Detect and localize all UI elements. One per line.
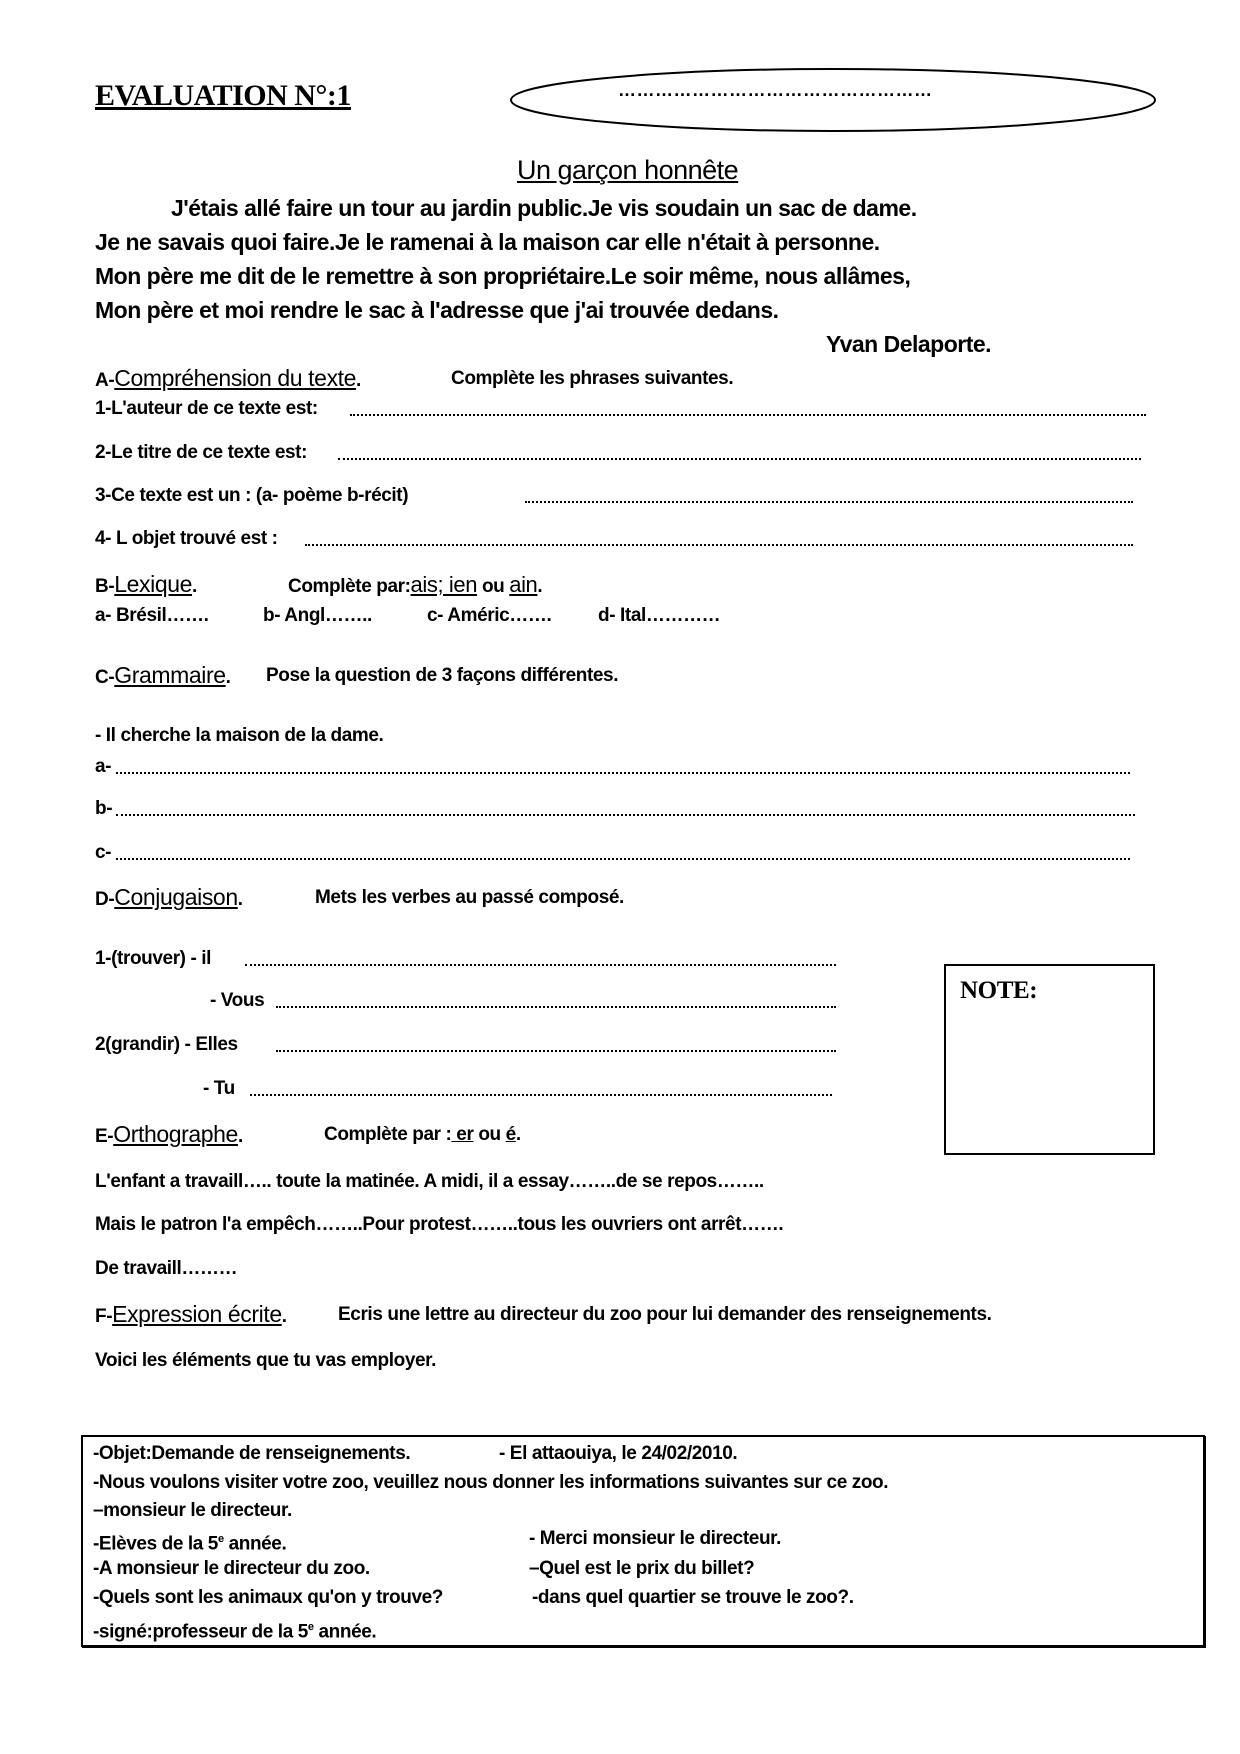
question: 2-Le titre de ce texte est: bbox=[95, 442, 308, 463]
dot: . bbox=[237, 1126, 243, 1147]
section-title: Grammaire bbox=[114, 662, 226, 688]
section-letter: C- bbox=[95, 667, 115, 688]
section-title: Conjugaison bbox=[114, 884, 238, 910]
text: -Elèves de la 5 bbox=[93, 1533, 218, 1555]
section-title: Expression écrite bbox=[112, 1301, 282, 1327]
section-f-sub: Voici les éléments que tu vas employer. bbox=[95, 1350, 436, 1371]
text-author: Yvan Delaporte. bbox=[826, 331, 992, 357]
or: ou bbox=[477, 576, 510, 597]
section-c-instr: Pose la question de 3 façons différentes. bbox=[266, 665, 619, 686]
text: -signé:professeur de la 5 bbox=[93, 1621, 308, 1643]
section-e-instr bbox=[324, 1123, 521, 1147]
section-e-heading bbox=[95, 1122, 243, 1149]
option: ais; ien bbox=[410, 572, 478, 597]
conj-label: 1-(trouver) - il bbox=[95, 948, 212, 969]
answer-line[interactable] bbox=[276, 1050, 836, 1052]
lexique-item: c- Améric……. bbox=[427, 605, 552, 626]
section-f-instr: Ecris une lettre au directeur du zoo pour lui demander des renseignements. bbox=[338, 1304, 992, 1325]
answer-line[interactable] bbox=[305, 544, 1133, 546]
box-line: - Merci monsieur le directeur. bbox=[529, 1528, 781, 1549]
conj-label: - Tu bbox=[203, 1078, 235, 1099]
option: er bbox=[451, 1124, 474, 1145]
ortho-line: Mais le patron l'a empêch……..Pour protest……..tous les ouvriers ont arrêt……. bbox=[95, 1214, 784, 1235]
text-line: Mon père me dit de le remettre à son propriétaire.Le soir même, nous allâmes, bbox=[95, 263, 911, 289]
section-letter: D- bbox=[95, 889, 115, 910]
note-label: NOTE: bbox=[960, 977, 1038, 1004]
box-line bbox=[93, 1527, 286, 1556]
section-b-instr bbox=[288, 573, 542, 599]
dot: . bbox=[537, 576, 543, 597]
text: année. bbox=[223, 1533, 287, 1555]
or: ou bbox=[473, 1124, 506, 1145]
conj-label: 2(grandir) - Elles bbox=[95, 1034, 238, 1055]
question: 1-L'auteur de ce texte est: bbox=[95, 398, 318, 419]
box-line: -dans quel quartier se trouve le zoo?. bbox=[532, 1587, 854, 1608]
evaluation-title: EVALUATION N°:1 bbox=[95, 79, 351, 112]
question: 4- L objet trouvé est : bbox=[95, 528, 278, 549]
text-line: Mon père et moi rendre le sac à l'adresse que j'ai trouvée dedans. bbox=[95, 297, 779, 323]
dot: . bbox=[281, 1306, 287, 1327]
dot: . bbox=[515, 1124, 521, 1145]
grammar-sentence: - Il cherche la maison de la dame. bbox=[95, 725, 384, 746]
section-a-heading bbox=[95, 366, 361, 393]
answer-label: a- bbox=[95, 756, 112, 777]
section-d-heading bbox=[95, 885, 243, 912]
conj-label: - Vous bbox=[210, 990, 265, 1011]
section-c-heading bbox=[95, 663, 231, 690]
answer-line[interactable] bbox=[116, 858, 1130, 860]
section-letter: E- bbox=[95, 1126, 114, 1147]
section-title: Compréhension du texte bbox=[114, 365, 357, 391]
answer-line[interactable] bbox=[525, 501, 1133, 503]
section-letter: F- bbox=[95, 1306, 113, 1327]
section-d-instr: Mets les verbes au passé composé. bbox=[315, 887, 624, 908]
answer-line[interactable] bbox=[245, 964, 836, 966]
answer-label: c- bbox=[95, 842, 112, 863]
answer-line[interactable] bbox=[116, 814, 1135, 816]
section-title: Orthographe bbox=[113, 1121, 238, 1147]
lexique-item: a- Brésil……. bbox=[95, 605, 209, 626]
lexique-item: d- Ital………… bbox=[598, 605, 721, 626]
question: 3-Ce texte est un : (a- poème b-récit) bbox=[95, 485, 409, 506]
answer-line[interactable] bbox=[276, 1006, 836, 1008]
box-line: –monsieur le directeur. bbox=[93, 1500, 292, 1521]
box-line: -Nous voulons visiter votre zoo, veuillez nous donner les informations suivantes sur ce zoo. bbox=[93, 1472, 889, 1493]
option: é bbox=[505, 1124, 516, 1145]
answer-line[interactable] bbox=[250, 1094, 832, 1096]
section-title: Lexique bbox=[114, 571, 193, 597]
dot: . bbox=[356, 370, 361, 391]
sup: e bbox=[217, 1533, 224, 1545]
box-line: -Quels sont les animaux qu'on y trouve? bbox=[93, 1587, 443, 1608]
instr: Complète par: bbox=[288, 576, 411, 597]
text: année. bbox=[313, 1621, 377, 1643]
answer-line[interactable] bbox=[116, 772, 1130, 774]
dot: . bbox=[225, 667, 231, 688]
answer-line[interactable] bbox=[338, 458, 1141, 460]
ortho-line: De travaill……… bbox=[95, 1258, 238, 1279]
text-line: Je ne savais quoi faire.Je le ramenai à la maison car elle n'était à personne. bbox=[95, 229, 880, 255]
section-a-instr: Complète les phrases suivantes. bbox=[451, 368, 734, 389]
ortho-line: L'enfant a travaill….. toute la matinée. A midi, il a essay……..de se repos…….. bbox=[95, 1171, 764, 1192]
dot: . bbox=[237, 889, 243, 910]
instr: Complète par : bbox=[324, 1124, 452, 1145]
box-line bbox=[93, 1615, 376, 1644]
text-line: J'étais allé faire un tour au jardin public.Je vis soudain un sac de dame. bbox=[171, 195, 917, 221]
answer-line[interactable] bbox=[350, 414, 1146, 416]
box-line: - El attaouiya, le 24/02/2010. bbox=[499, 1443, 738, 1464]
lexique-item: b- Angl…….. bbox=[263, 605, 372, 626]
section-letter: A- bbox=[95, 370, 115, 391]
answer-label: b- bbox=[95, 798, 113, 819]
box-line: -Objet:Demande de renseignements. bbox=[93, 1443, 411, 1464]
section-letter: B- bbox=[95, 576, 115, 597]
box-line: –Quel est le prix du billet? bbox=[529, 1558, 755, 1579]
box-line: -A monsieur le directeur du zoo. bbox=[93, 1558, 370, 1579]
section-f-heading bbox=[95, 1302, 287, 1329]
name-field[interactable]: …………………………………………… bbox=[618, 80, 933, 100]
section-b-heading bbox=[95, 572, 197, 599]
option: ain bbox=[509, 572, 538, 597]
dot: . bbox=[192, 576, 197, 597]
text-title: Un garçon honnête bbox=[517, 155, 739, 185]
sup: e bbox=[307, 1621, 314, 1633]
